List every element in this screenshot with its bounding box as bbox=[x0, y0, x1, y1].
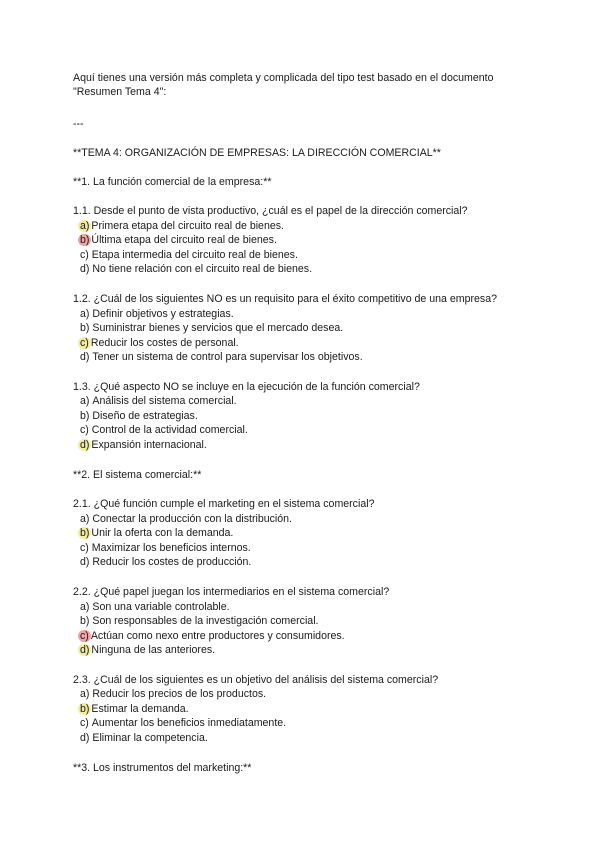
answer-highlight: b) bbox=[80, 527, 90, 539]
option-2-2-a: a) Son una variable controlable. bbox=[80, 601, 230, 613]
intro-line-2: "Resumen Tema 4": bbox=[73, 86, 167, 98]
question-1-1: 1.1. Desde el punto de vista productivo, ¿cuál es el papel de la dirección comercial? bbox=[73, 205, 468, 217]
option-2-3-c: c) Aumentar los beneficios inmediatamente. bbox=[80, 717, 287, 729]
option-1-2-b: b) Suministrar bienes y servicios que el mercado desea. bbox=[80, 322, 344, 334]
option-1-3-c: c) Control de la actividad comercial. bbox=[80, 424, 248, 436]
wrong-answer-highlight: c) bbox=[80, 630, 89, 642]
answer-highlight: b) bbox=[80, 703, 90, 715]
option-2-3-b: b) Estimar la demanda. bbox=[80, 703, 189, 715]
option-2-1-c: c) Maximizar los beneficios internos. bbox=[80, 542, 251, 554]
question-2-3: 2.3. ¿Cuál de los siguientes es un objetivo del análisis del sistema comercial? bbox=[73, 674, 439, 686]
option-1-1-c: c) Etapa intermedia del circuito real de bienes. bbox=[80, 249, 298, 261]
answer-highlight: a) bbox=[80, 220, 90, 232]
intro-line-1: Aquí tienes una versión más completa y complicada del tipo test basado en el documento bbox=[73, 72, 494, 84]
option-1-1-a: a) Primera etapa del circuito real de bienes. bbox=[80, 220, 284, 232]
answer-highlight: d) bbox=[80, 644, 90, 656]
section-heading-3: **3. Los instrumentos del marketing:** bbox=[73, 762, 252, 774]
option-2-2-c: c) Actúan como nexo entre productores y consumidores. bbox=[80, 630, 345, 642]
question-1-2: 1.2. ¿Cuál de los siguientes NO es un requisito para el éxito competitivo de una empresa? bbox=[73, 293, 497, 305]
option-1-2-a: a) Definir objetivos y estrategias. bbox=[80, 308, 234, 320]
option-1-2-d: d) Tener un sistema de control para supervisar los objetivos. bbox=[80, 351, 363, 363]
answer-highlight: d) bbox=[80, 439, 90, 451]
section-heading-2: **2. El sistema comercial:** bbox=[73, 469, 202, 481]
option-2-2-d: d) Ninguna de las anteriores. bbox=[80, 644, 216, 656]
option-2-1-a: a) Conectar la producción con la distribución. bbox=[80, 513, 293, 525]
option-1-3-b: b) Diseño de estrategias. bbox=[80, 410, 198, 422]
section-heading-1: **1. La función comercial de la empresa:** bbox=[73, 176, 272, 188]
answer-highlight: c) bbox=[80, 337, 89, 349]
document-title: **TEMA 4: ORGANIZACIÓN DE EMPRESAS: LA DIRECCIÓN COMERCIAL** bbox=[73, 147, 441, 159]
option-1-2-c: c) Reducir los costes de personal. bbox=[80, 337, 239, 349]
question-2-1: 2.1. ¿Qué función cumple el marketing en el sistema comercial? bbox=[73, 498, 375, 510]
option-2-3-d: d) Eliminar la competencia. bbox=[80, 732, 208, 744]
option-1-3-d: d) Expansión internacional. bbox=[80, 439, 207, 451]
wrong-answer-highlight: b) bbox=[80, 234, 90, 246]
option-1-3-a: a) Análisis del sistema comercial. bbox=[80, 395, 237, 407]
option-1-1-d: d) No tiene relación con el circuito real de bienes. bbox=[80, 263, 313, 275]
option-2-3-a: a) Reducir los precios de los productos. bbox=[80, 688, 267, 700]
option-2-2-b: b) Son responsables de la investigación comercial. bbox=[80, 615, 319, 627]
option-2-1-d: d) Reducir los costes de producción. bbox=[80, 556, 252, 568]
separator: --- bbox=[73, 118, 84, 130]
question-1-3: 1.3. ¿Qué aspecto NO se incluye en la ejecución de la función comercial? bbox=[73, 381, 420, 393]
option-1-1-b: b) Última etapa del circuito real de bienes. bbox=[80, 234, 277, 246]
question-2-2: 2.2. ¿Qué papel juegan los intermediarios en el sistema comercial? bbox=[73, 586, 390, 598]
option-2-1-b: b) Unir la oferta con la demanda. bbox=[80, 527, 234, 539]
